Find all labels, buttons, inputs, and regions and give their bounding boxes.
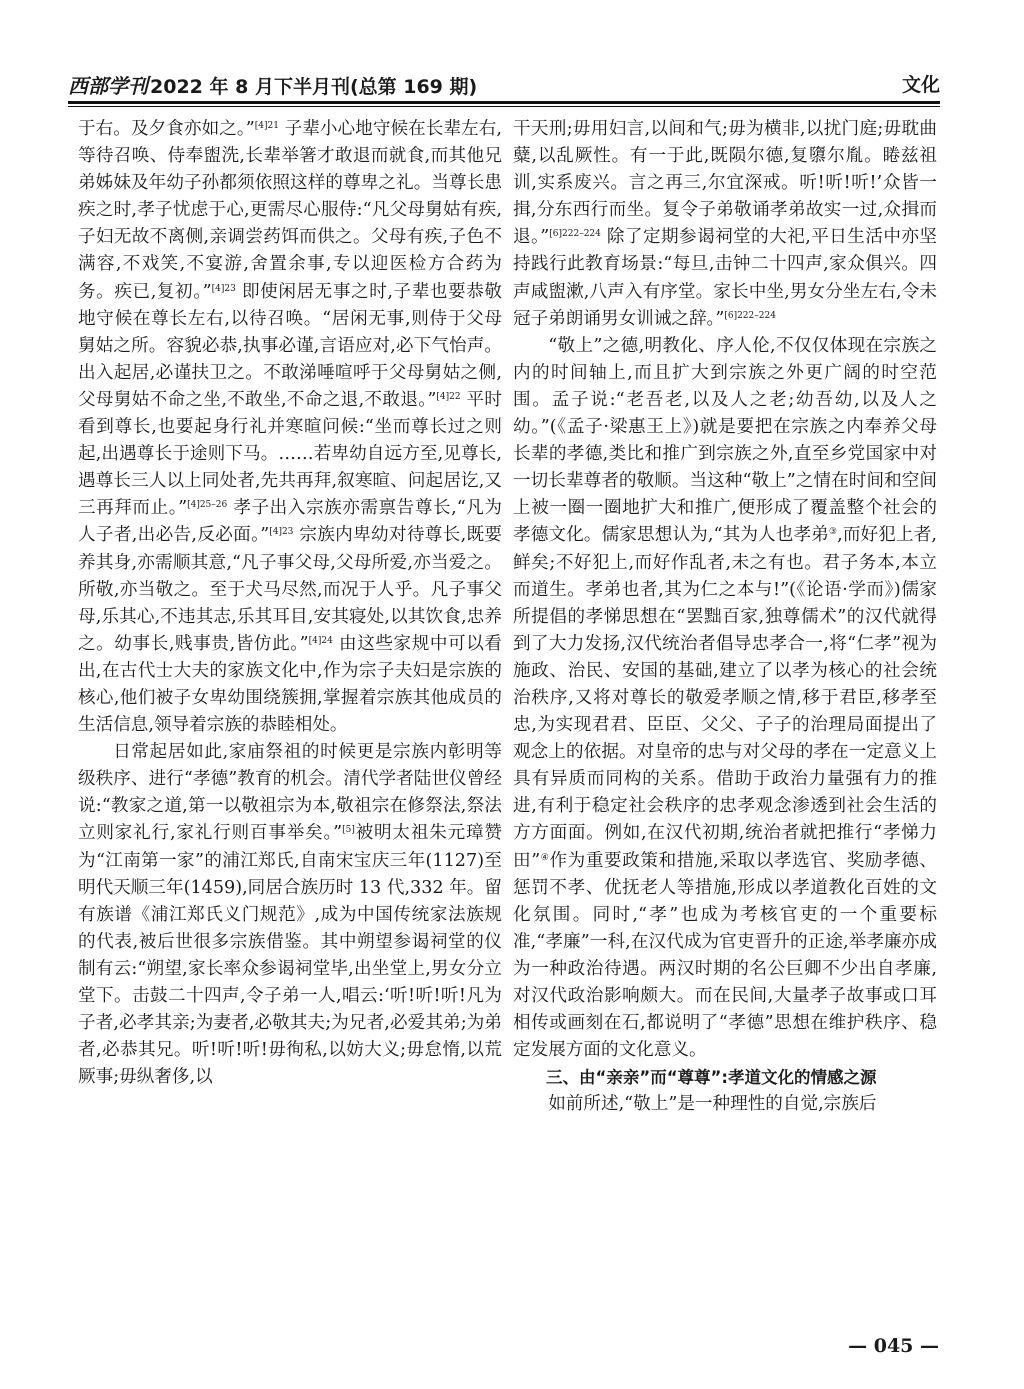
running-header xyxy=(68,70,940,100)
section-label: 文化 xyxy=(901,74,940,96)
issue-info: 2022 年 8 月下半月刊(总第 169 期) xyxy=(150,76,478,98)
paragraph-5: 如前所述,“敬上”是一种理性的自觉,宗族后 xyxy=(548,1094,877,1115)
paragraph-1: 于右。及夕食亦如之。”$^{[4]21}$ 子辈小心地守候在长辈左右,等待召唤、侍奉盥洗,长辈举箸才敢退而就食,而其他兄弟姊妹及年幼子孙都须依照这样的尊卑之礼。当尊长患疾之时,孝子忧虑于心,更需尽心服侍:“凡父母舅姑有疾,子妇无故不离侧,亲调尝药饵而供之。父母有疾,子色不满容,不戏笑,不宴游,舍置余事,专以迎医检方合药为务。疾已,复初。”$^{[4]23}$ 即使闲居无事之时,子辈也要恭敬地守候在尊长左右,以待召唤。“居闲无事,则侍于父母舅姑之所。容貌必恭,执事必谨,言语应对,必下气怡声。出入起居,必谨扶卫之。不敢涕唾喧呼于父母舅姑之侧,父母舅姑不命之坐,不敢坐,不命之退,不敢退。”$^{[4]22}$ 平时看到尊长,也要起身行礼并寒暄问候:“坐而尊长过之则起,出遇尊长于途则下马。……若卑幼自远方至,见尊长,遇尊长三人以上同处者,先共再拜,叙寒暄、问起居讫,又三再拜而止。”$^{[4]25-26}$ 孝子出入宗族亦需禀告尊长,“凡为人子者,出必告,反必面。”$^{[4]23}$ 宗族内卑幼对待尊长,既要养其身,亦需顺其意,“凡子事父母,父母所爱,亦当爱之。所敬,亦当敬之。至于犬马尽然,而况于人乎。凡子事父母,乐其心,不违其志,乐其耳目,安其寝处,以其饮食,忠养之。幼事长,贱事贵,皆仿此。”$^{[4]24}$ 由这些家规中可以看出,在古代士大夫的家族文化中,作为宗子夫妇是宗族的核心,他们被子女卑幼围绕簇拥,掌握着宗族其他成员的生活信息,领导着宗族的恭睦相处。 xyxy=(78,119,503,736)
journal-title xyxy=(68,70,477,99)
citation: [4]25–26 xyxy=(187,500,228,511)
journal-logo: 西部学刊 xyxy=(68,74,148,98)
citation: [4]23 xyxy=(211,283,236,294)
header-rule-thin xyxy=(68,106,940,107)
citation: [5] xyxy=(342,825,355,836)
citation: [6]222–224 xyxy=(549,229,601,240)
header-rule-thick xyxy=(68,101,940,104)
citation: [4]22 xyxy=(436,391,461,402)
footnote-marker: ④ xyxy=(540,852,550,863)
left-column xyxy=(78,116,502,1091)
citation: [6]222–224 xyxy=(724,310,776,321)
section-heading: 三、由“亲亲”而“尊尊”:孝道文化的情感之源 xyxy=(546,1068,877,1088)
page-number: — 045 — xyxy=(848,1335,939,1357)
footnote-marker: ③ xyxy=(828,527,838,538)
paragraph-4: “敬上”之德,明教化、序人伦,不仅仅体现在宗族之内的时间轴上,而且扩大到宗族之外更广阔的时空范围。孟子说:“老吾老,以及人之老;幼吾幼,以及人之幼。”(《孟子·梁惠王上》)就是要把在宗族之内奉养父母长辈的孝德,类比和推广到宗族之外,直至乡党国家中对一切长辈尊者的敬顺。当这种“敬上”之情在时间和空间上被一圈一圈地扩大和推广,便形成了覆盖整个社会的孝德文化。儒家思想认为,“其为人也孝弟③,而好犯上者,鲜矣;不好犯上,而好作乱者,未之有也。君子务本,本立而道生。孝弟也者,其为仁之本与!”(《论语·学而》)儒家所提倡的孝悌思想在“罢黜百家,独尊儒术”的汉代就得到了大力发扬,汉代统治者倡导忠孝合一,将“仁孝”视为施政、治民、安国的基础,建立了以孝为核心的社会统治秩序,又将对尊长的敬爱孝顺之情,移于君臣,移孝至忠,为实现君君、臣臣、父父、子子的治理局面提出了观念上的依据。对皇帝的忠与对父母的孝在一定意义上具有异质而同构的关系。借助于政治力量强有力的推进,有利于稳定社会秩序的忠孝观念渗透到社会生活的方方面面。例如,在汉代初期,统治者就把推行“孝悌力田”④作为重要政策和措施,采取以孝选官、奖励孝德、惩罚不孝、优抚老人等措施,形成以孝道教化百姓的文化氛围。同时,“孝”也成为考核官吏的一个重要标准,“孝廉”一科,在汉代成为官吏晋升的正途,举孝廉亦成为一种政治待遇。两汉时期的名公巨卿不少出自孝廉,对汉代政治影响颇大。而在民间,大量孝子故事或口耳相传或画刻在石,都说明了“孝德”思想在维护秩序、稳定发展方面的文化意义。 xyxy=(513,335,938,1061)
paragraph-2: 日常起居如此,家庙祭祖的时候更是宗族内彰明等级秩序、进行“孝德”教育的机会。清代学者陆世仪曾经说:“教家之道,第一以敬祖宗为本,敬祖宗在修祭法,祭法立则家礼行,家礼行则百事举矣。”[5]被明太祖朱元璋赞为“江南第一家”的浦江郑氏,自南宋宝庆三年(1127)至明代天顺三年(1459),同居合族历时 13 代,332 年。留有族谱《浦江郑氏义门规范》,成为中国传统家法族规的代表,被后世很多宗族借鉴。其中朔望参谒祠堂的仪制有云:“朔望,家长率众参谒祠堂毕,出坐堂上,男女分立堂下。击鼓二十四声,令子弟一人,唱云:‘听!听!听!凡为子者,必孝其亲;为妻者,必敬其夫;为兄者,必爱其弟;为弟者,必恭其兄。听!听!听!毋徇私,以妨大义;毋怠惰,以荒厥事;毋纵奢侈,以 xyxy=(78,742,502,1088)
citation: [4]21 xyxy=(254,121,279,131)
paragraph-3: 干天刑;毋用妇言,以间和气;毋为横非,以扰门庭;毋耽曲糵,以乱厥性。有一于此,既陨尔德,复隳尔胤。睠兹祖训,实系废兴。言之再三,尔宜深戒。听!听!听!’众皆一揖,分东西行而坐。复令子弟敬诵孝弟故实一过,众揖而退。”$^{[6]222-224}$ 除了定期参谒祠堂的大祀,平日生活中亦坚持践行此教育场景:“每旦,击钟二十四声,家众俱兴。四声咸盥漱,八声入有序堂。家长中坐,男女分坐左右,令未冠子弟朗诵男女训诫之辞。”$^{[6]222-224}$ xyxy=(513,119,938,329)
citation: [4]23 xyxy=(269,527,294,538)
citation: [4]24 xyxy=(308,635,333,646)
right-column xyxy=(513,116,937,1118)
